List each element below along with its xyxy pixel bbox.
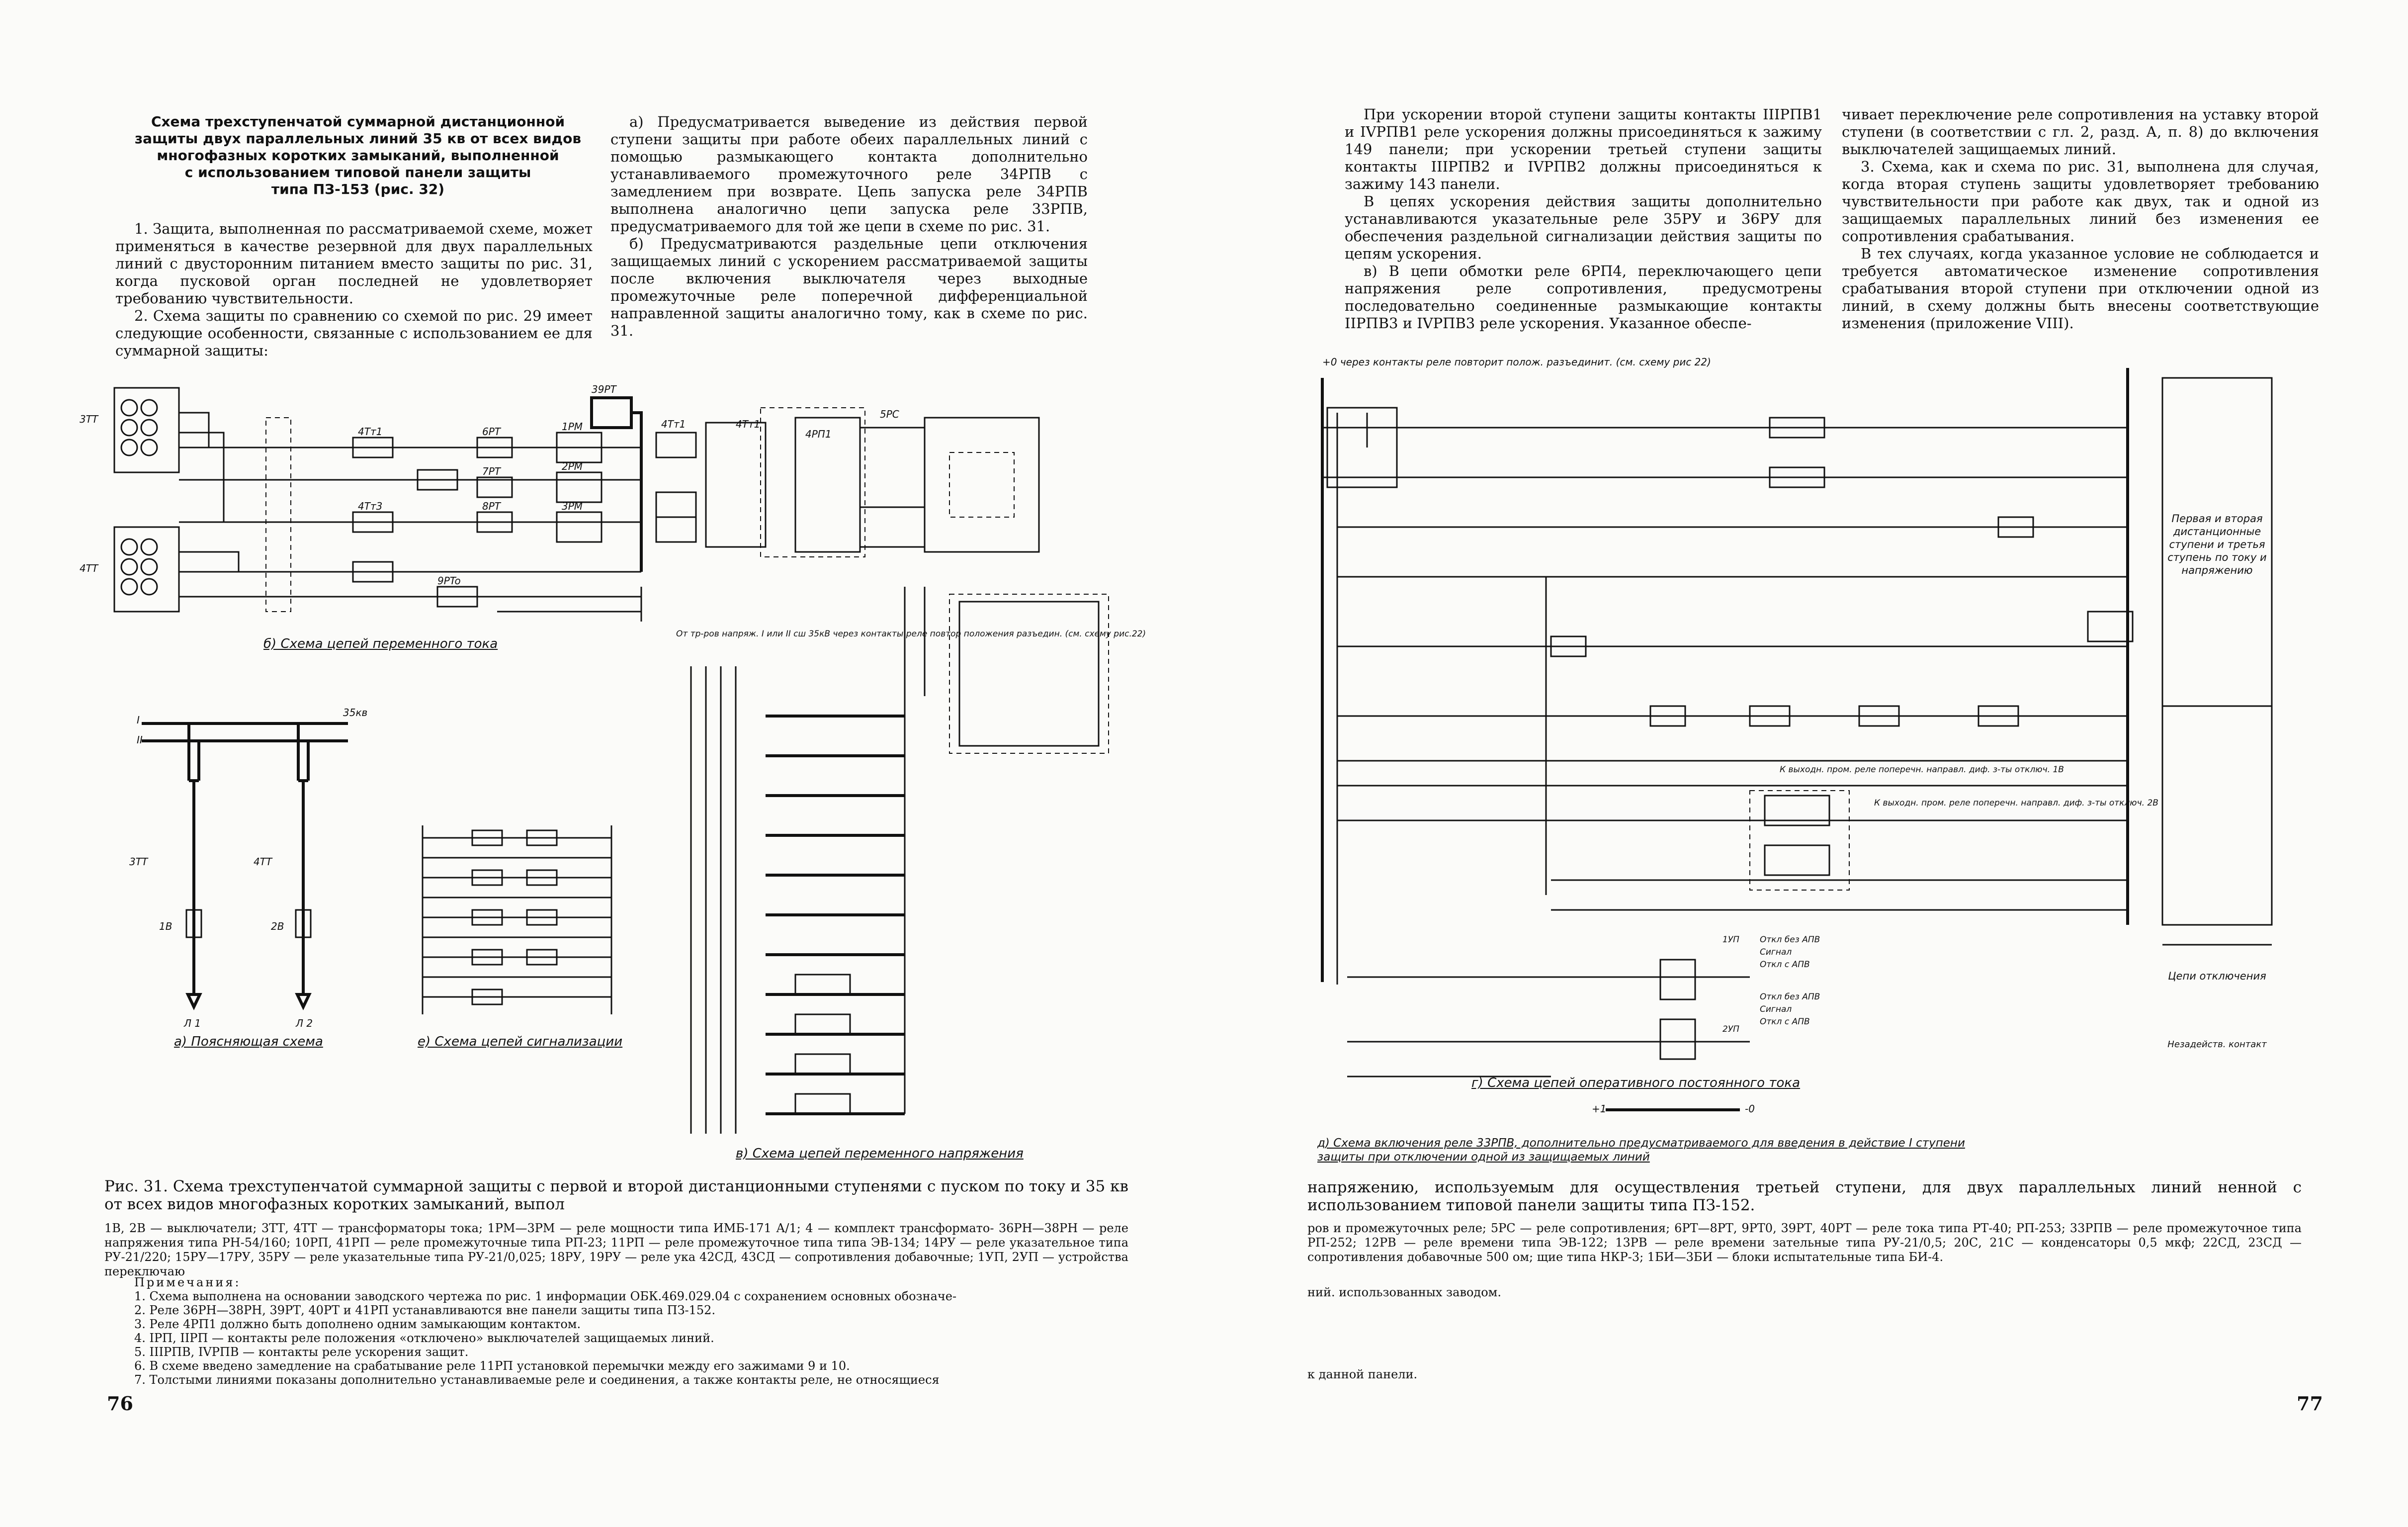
note-item: 1. Схема выполнена на основании заводского чертежа по рис. 1 информации ОБК.469.029.04 с сохранением основных обозначе- — [134, 1289, 957, 1303]
side-box-2-label: Цепи отключения — [2168, 970, 2266, 982]
svg-text:7PT: 7PT — [482, 465, 501, 477]
figure-31-diagram — [0, 0, 1203, 1183]
legend-continuation: ров и промежуточных реле; 5РС — реле сопротивления; 6РТ—8РТ, 9РТ0, 39РТ, 40РТ — реле тока типа РТ-40; РП-253; 33РПВ — реле промежуточное типа РП-252; 12РВ — реле времени типа ЭВ-122; 13РВ — реле времени зательные типа РУ-21/0,5; 20С, 21С — конденсаторы 0,5 мкф; 22СД, 23СД — сопротивления добавочные 500 ом; щие типа НКР-3; 1БИ—3БИ — блоки испытательные типа БИ-4. — [1307, 1221, 2302, 1264]
paragraph: 3. Схема, как и схема по рис. 31, выполнена для случая, когда вторая ступень защиты удовлетворяет требованию чувствительности при работе как двух, так и одной из защищаемых параллельных линий без изменения ее сопротивления срабатывания. — [1842, 158, 2319, 245]
heading-line: типа ПЗ-153 (рис. 32) — [271, 181, 445, 197]
svg-text:5РС: 5РС — [880, 408, 899, 420]
trip-4-label: Откл с АПВ — [1760, 1017, 1810, 1027]
dc-circuit-rows — [1322, 428, 2128, 910]
plus-label: +1 — [1592, 1103, 1607, 1115]
bus-voltage-label: 35кв — [343, 707, 368, 719]
notes-continuation-2: к данной панели. — [1307, 1367, 1418, 1381]
svg-text:4РП1: 4РП1 — [805, 428, 832, 440]
trip-3-label: Откл без АПВ — [1760, 992, 1820, 1002]
sublabel-dc-circuit: г) Схема цепей оперативного постоянного тока — [1471, 1076, 1801, 1090]
busbars — [142, 723, 348, 741]
sublabel-ac-current: б) Схема цепей переменного тока — [263, 636, 498, 651]
note-item: 3. Реле 4РП1 должно быть дополнено одним замыкающим контактом. — [134, 1317, 581, 1331]
line-2-label: Л 2 — [296, 1017, 313, 1029]
paragraph: в) В цепи обмотки реле 6РП4, переключающего цепи напряжения реле сопротивления, предусмотрены последовательно соединенные размыкающие контакты IIРПВ3 и IVРПВ3 реле ускорения. Указанное обеспе- — [1345, 263, 1822, 332]
svg-text:4Tт1: 4Tт1 — [661, 418, 686, 430]
ct-4-label-a: 4ТТ — [254, 856, 272, 868]
right-page — [1203, 0, 2408, 1527]
svg-text:4Tт1: 4Tт1 — [358, 426, 383, 438]
signal-1-label: Сигнал — [1760, 947, 1792, 957]
heading-line: многофазных коротких замыканий, выполненной — [157, 147, 559, 164]
trip-2-label: Откл с АПВ — [1760, 960, 1810, 970]
side-box-1-label: Первая и вторая дистанционные ступени и третья ступень по току и напряжению — [2167, 513, 2267, 576]
heading-line: защиты двух параллельных линий 35 кв от всех видов — [134, 130, 582, 147]
paragraph: При ускорении второй ступени защиты контакты IIIРПВ1 и IVРПВ1 реле ускорения должны присоединяться к зажиму 149 панели; при ускорении третьей ступени защиты контакты IIIРПВ2 и IVРПВ2 должны присоединяться к зажиму 143 панели. — [1345, 106, 1822, 192]
ct-3-label: 3ТТ — [80, 413, 98, 425]
resistance-relay-5pc — [925, 418, 1039, 552]
heading-line: с использованием типовой панели защиты — [184, 164, 531, 180]
figure-caption: Рис. 31. Схема трехступенчатой суммарной защиты с первой и второй дистанционными ступенями с пуском по току и 35 кв от всех видов многофазных коротких замыканий, выпол — [104, 1177, 1128, 1213]
breaker-1-label: 1В — [159, 920, 172, 932]
sublabel-explanatory: а) Поясняющая схема — [174, 1034, 323, 1049]
sublabel-relay-33: д) Схема включения реле 33РПВ, дополнительно предусматриваемого для введения в действие I ступени защиты при отключении одной из защищаемых линий — [1317, 1137, 1965, 1164]
side-box-3-label: Незадейств. контакт — [2167, 1039, 2267, 1050]
paragraph: 1. Защита, выполненная по рассматриваемой схеме, может применяться в качестве резервной для двух параллельных линий с двусторонним питанием вместо защиты по рис. 31, когда пусковой орган последней не удовлетворяет требованию чувствительности. — [115, 220, 593, 307]
heading-line: Схема трехступенчатой суммарной дистанционной — [151, 113, 565, 130]
svg-text:2PM: 2PM — [562, 460, 583, 472]
minus-label: -0 — [1745, 1103, 1755, 1115]
paragraph: а) Предусматривается выведение из действия первой ступени защиты при работе обеих параллельных линий с помощью размыкающего контакта дополнительно устанавливаемого промежуточного реле 34РПВ с замедлением при возврате. Цепь запуска реле 34РПВ выполнена аналогично цепи запуска реле 33РПВ, предусматриваемого для той же цепи в схеме по рис. 31. — [610, 113, 1088, 235]
svg-text:4Tт1: 4Tт1 — [736, 418, 761, 430]
dc-circuit-diagram — [1203, 0, 2408, 1173]
ac-voltage-circuit — [676, 587, 1146, 1134]
figure-legend: 1В, 2В — выключатели; 3ТТ, 4ТТ — трансформаторы тока; 1РМ—3РМ — реле мощности типа ИМБ-171 А/1; 4 — комплект трансформато- 36РН—38РН — реле напряжения типа РН-54/160; 10РП, 41РП — реле промежуточные типа РП-23; 11РП — реле промежуточное типа типа ЭВ-134; 14РУ — реле указательное типа РУ-21/220; 15РУ—17РУ, 35РУ — реле указательные типа РУ-21/0,025; 18РУ, 19РУ — реле ука 42СД, 43СД — сопротивления добавочные; 1УП, 2УП — устройства переключаю — [104, 1221, 1128, 1278]
signaling-circuit — [423, 825, 611, 1014]
side-annotation-column — [2162, 378, 2272, 925]
left-page — [0, 0, 1203, 1527]
svg-text:3PM: 3PM — [562, 500, 583, 512]
exit-2-label: К выходн. пром. реле поперечн. направл. диф. з-ты отключ. 2В — [1874, 798, 2158, 808]
svg-text:6PT: 6PT — [482, 426, 501, 438]
up1-label: 1УП — [1722, 935, 1739, 945]
note-item: 5. IIIРПВ, IVРПВ — контакты реле ускорения защит. — [134, 1345, 469, 1359]
paragraph: чивает переключение реле сопротивления на уставку второй ступени (в соответствии с гл. 2, разд. А, п. 8) до включения выключателей защищаемых линий. — [1842, 106, 2319, 158]
trip-1-label: Откл без АПВ — [1760, 935, 1820, 945]
paragraph: б) Предусматриваются раздельные цепи отключения защищаемых линий с ускорением рассматриваемой защиты после включения выключателя через выходные промежуточные реле поперечной дифференциальной направленной защиты аналогично тому, как в схеме по рис. 31. — [610, 235, 1088, 339]
signal-2-label: Сигнал — [1760, 1004, 1792, 1014]
caption-continuation: напряжению, используемым для осуществления третьей ступени, для двух параллельных линий ненной с использованием типовой панели защиты типа ПЗ-152. — [1307, 1178, 2302, 1214]
svg-text:4Tт3: 4Tт3 — [358, 500, 383, 512]
paragraph: 2. Схема защиты по сравнению со схемой по рис. 29 имеет следующие особенности, связанные с использованием ее для суммарной защиты: — [115, 307, 593, 359]
exit-1-label: К выходн. пром. реле поперечн. направл. диф. з-ты отключ. 1В — [1780, 765, 2064, 775]
paragraph: В цепях ускорения действия защиты дополнительно устанавливаются указательные реле 35РУ и 36РУ для обеспечения раздельной сигнализации действия защиты по цепям ускорения. — [1345, 193, 1822, 262]
vt-note: От тр-ров напряж. I или II сш 35кВ через контакты реле повтор положения разъедин. (см. схему рис.22) — [676, 629, 1146, 639]
ct-3-label-a: 3ТТ — [129, 856, 148, 868]
breaker-2-label: 2В — [271, 920, 284, 932]
notes-header: Примечания: — [134, 1275, 241, 1289]
svg-text:39PT: 39PT — [592, 383, 616, 395]
notes-block — [134, 1275, 1128, 1387]
up2-label: 2УП — [1722, 1024, 1739, 1034]
paragraph: В тех случаях, когда указанное условие не соблюдается и требуется автоматическое изменение сопротивления срабатывания второй ступени при отключении одной из линий, в схему должны быть внесены соответствующие изменения (приложение VIII). — [1842, 245, 2319, 332]
note-item: 7. Толстыми линиями показаны дополнительно устанавливаемые реле и соединения, а также контакты реле, не относящиеся — [134, 1373, 940, 1387]
sublabel-ac-voltage: в) Схема цепей переменного напряжения — [736, 1146, 1024, 1161]
bus-2-label: II — [137, 734, 143, 746]
page-number: 77 — [2297, 1392, 2323, 1415]
note-item: 6. В схеме введено замедление на срабатывание реле 11РП установкой перемычки между его зажимами 9 и 10. — [134, 1359, 850, 1373]
transformer-set — [706, 423, 766, 547]
note-item: 2. Реле 36РН—38РН, 39РТ, 40РТ и 41РП устанавливаются вне панели защиты типа ПЗ-152. — [134, 1303, 716, 1317]
svg-text:1PM: 1PM — [562, 421, 583, 433]
note-item: 4. IРП, IIРП — контакты реле положения «отключено» выключателей защищаемых линий. — [134, 1331, 714, 1345]
line-1-label: Л 1 — [184, 1017, 201, 1029]
notes-continuation: ний. использованных заводом. — [1307, 1285, 1501, 1299]
sublabel-signaling: е) Схема цепей сигнализации — [418, 1034, 623, 1049]
top-note: +0 через контакты реле повторит полож. разъединит. (см. схему рис 22) — [1322, 356, 1711, 368]
page-number: 76 — [107, 1392, 133, 1415]
bus-1-label: I — [137, 714, 140, 726]
ct-4-label: 4ТТ — [80, 562, 98, 574]
explanatory-schematic — [129, 707, 367, 1029]
svg-text:8PT: 8PT — [482, 500, 501, 512]
svg-text:9PTo: 9PTo — [437, 575, 461, 587]
ac-current-circuit — [80, 383, 1039, 622]
